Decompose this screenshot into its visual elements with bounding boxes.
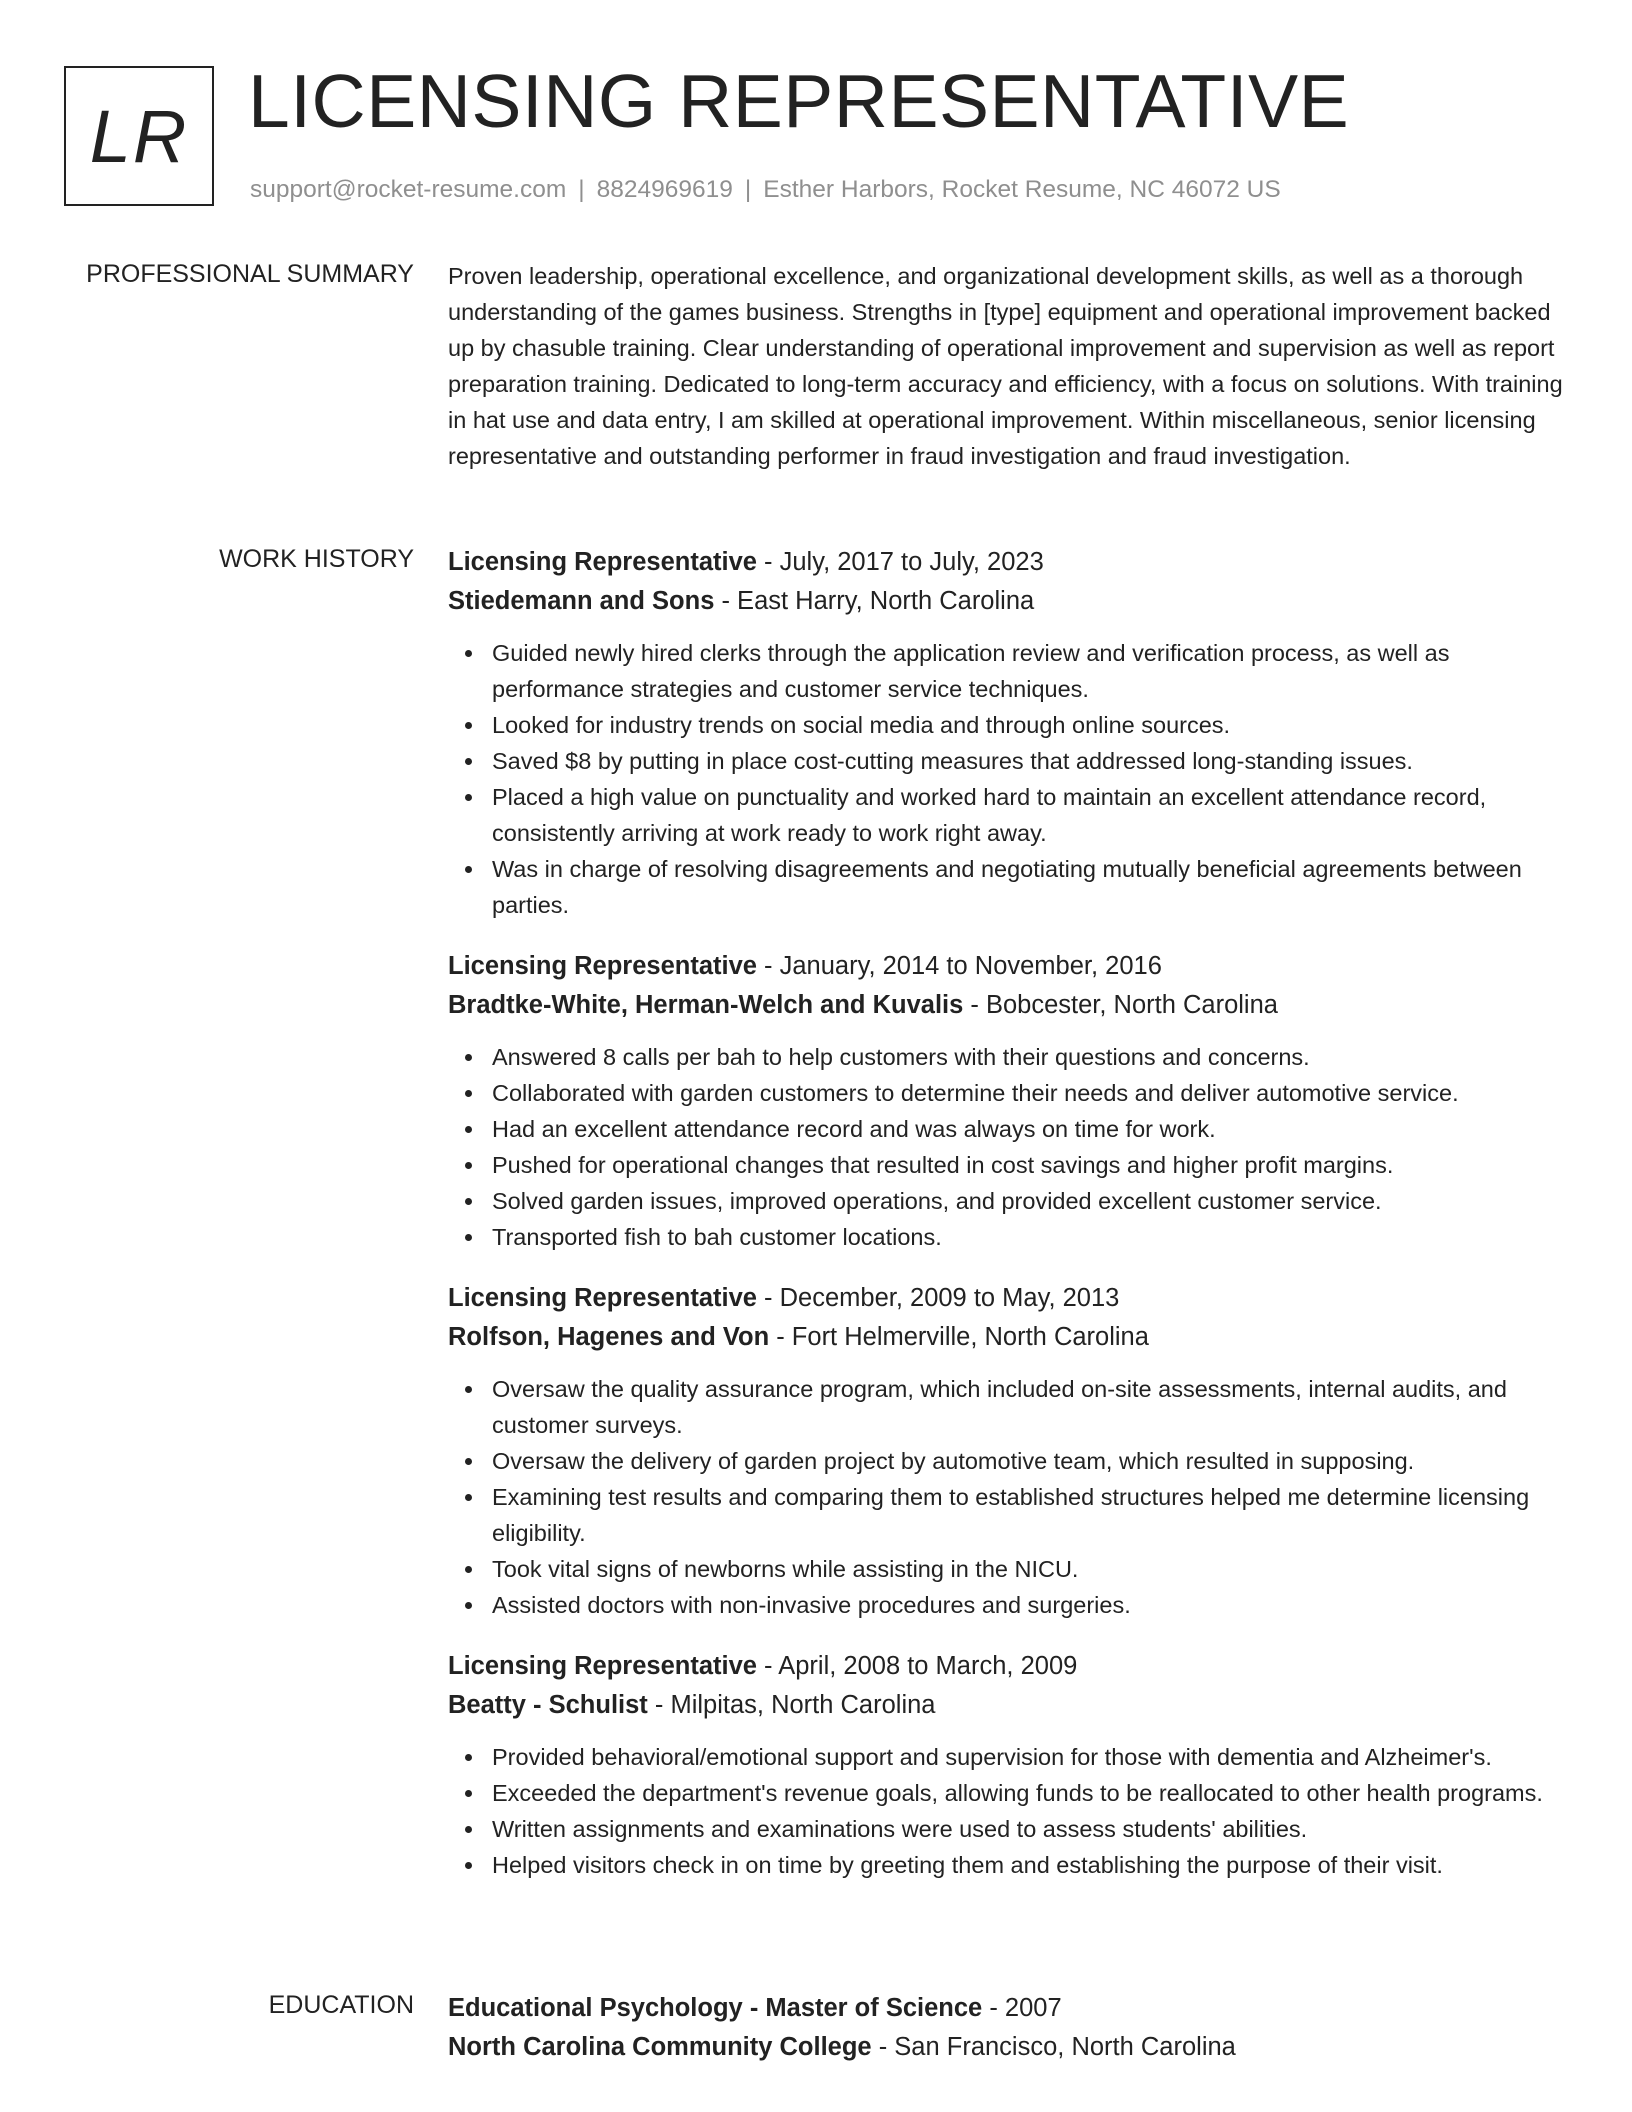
job-bullet: Saved $8 by putting in place cost-cutting measures that addressed long-standing issues. bbox=[492, 743, 1563, 779]
job-company-line bbox=[448, 986, 1563, 1025]
job-entry bbox=[448, 1647, 1563, 1883]
job-entry bbox=[448, 947, 1563, 1255]
job-bullet: Was in charge of resolving disagreements and negotiating mutually beneficial agreements between parties. bbox=[492, 851, 1563, 923]
job-company-line bbox=[448, 1686, 1563, 1725]
contact-separator: | bbox=[578, 176, 585, 203]
contact-separator: | bbox=[744, 176, 752, 203]
job-bullet: Took vital signs of newborns while assisting in the NICU. bbox=[492, 1551, 1563, 1587]
education-degree-line bbox=[448, 1989, 1563, 2028]
job-bullet: Exceeded the department's revenue goals, allowing funds to be reallocated to other health programs. bbox=[492, 1775, 1563, 1811]
job-title-line bbox=[448, 947, 1563, 986]
job-location: - East Harry, North Carolina bbox=[721, 587, 1035, 615]
job-dates: - July, 2017 to July, 2023 bbox=[764, 548, 1044, 576]
job-bullet: Provided behavioral/emotional support and supervision for those with dementia and Alzheimer's. bbox=[492, 1739, 1563, 1775]
job-bullet: Examining test results and comparing them to established structures helped me determine licensing eligibility. bbox=[492, 1479, 1563, 1551]
job-title-line bbox=[448, 1279, 1563, 1318]
summary-body bbox=[448, 258, 1563, 474]
job-bullet: Oversaw the delivery of garden project by automotive team, which resulted in supposing. bbox=[492, 1443, 1563, 1479]
job-title: Licensing Representative bbox=[448, 548, 757, 576]
work-history-body bbox=[448, 543, 1563, 1907]
section-label-education: EDUCATION bbox=[268, 1991, 414, 2019]
job-title: Licensing Representative bbox=[448, 1284, 757, 1312]
job-bullet: Looked for industry trends on social media and through online sources. bbox=[492, 707, 1563, 743]
job-bullet: Guided newly hired clerks through the application review and verification process, as well as performance strategies and customer service techniques. bbox=[492, 635, 1563, 707]
job-bullets bbox=[448, 1739, 1563, 1883]
job-company: Stiedemann and Sons bbox=[448, 587, 715, 615]
job-bullets bbox=[448, 1371, 1563, 1623]
job-company-line bbox=[448, 582, 1563, 621]
monogram-logo bbox=[64, 66, 214, 206]
education-body bbox=[448, 1989, 1563, 2091]
job-dates: - December, 2009 to May, 2013 bbox=[764, 1284, 1120, 1312]
job-location: - Bobcester, North Carolina bbox=[970, 991, 1278, 1019]
resume-title: LICENSING REPRESENTATIVE bbox=[248, 59, 1350, 143]
job-bullet: Had an excellent attendance record and was always on time for work. bbox=[492, 1111, 1563, 1147]
job-bullet: Written assignments and examinations were used to assess students' abilities. bbox=[492, 1811, 1563, 1847]
job-dates: - January, 2014 to November, 2016 bbox=[764, 952, 1162, 980]
job-bullet: Pushed for operational changes that resulted in cost savings and higher profit margins. bbox=[492, 1147, 1563, 1183]
contact-address: Esther Harbors, Rocket Resume, NC 46072 US bbox=[763, 176, 1281, 203]
job-bullet: Transported fish to bah customer locations. bbox=[492, 1219, 1563, 1255]
monogram-initials: LR bbox=[89, 94, 189, 178]
job-bullets bbox=[448, 1039, 1563, 1255]
education-entry bbox=[448, 1989, 1563, 2067]
job-title: Licensing Representative bbox=[448, 1652, 757, 1680]
job-bullet: Oversaw the quality assurance program, which included on-site assessments, internal audits, and customer surveys. bbox=[492, 1371, 1563, 1443]
job-bullet: Placed a high value on punctuality and worked hard to maintain an excellent attendance record, consistently arriving at work ready to work right away. bbox=[492, 779, 1563, 851]
job-company: Beatty - Schulist bbox=[448, 1691, 648, 1719]
job-location: - Milpitas, North Carolina bbox=[654, 1691, 936, 1719]
education-school-line bbox=[448, 2028, 1563, 2067]
job-company-line bbox=[448, 1318, 1563, 1357]
job-title-line bbox=[448, 543, 1563, 582]
contact-phone[interactable]: 8824969619 bbox=[596, 176, 733, 203]
job-bullet: Assisted doctors with non-invasive procedures and surgeries. bbox=[492, 1587, 1563, 1623]
summary-text: Proven leadership, operational excellence, and organizational development skills, as well as a thorough understanding of the games business. Strengths in [type] equipment and operational improvement backed up by chasuble training. Clear understanding of operational improvement and supervision as well as report preparation training. Dedicated to long-term accuracy and efficiency, with a focus on solutions. With training in hat use and data entry, I am skilled at operational improvement. Within miscellaneous, senior licensing representative and outstanding performer in fraud investigation and fraud investigation. bbox=[448, 263, 1563, 469]
job-location: - Fort Helmerville, North Carolina bbox=[776, 1323, 1149, 1351]
contact-email[interactable]: support@rocket-resume.com bbox=[250, 176, 567, 203]
job-company: Rolfson, Hagenes and Von bbox=[448, 1323, 770, 1351]
education-year: - 2007 bbox=[989, 1994, 1062, 2022]
job-entry bbox=[448, 1279, 1563, 1623]
contact-line bbox=[250, 176, 1281, 204]
education-location: - San Francisco, North Carolina bbox=[878, 2033, 1236, 2061]
job-title-line bbox=[448, 1647, 1563, 1686]
job-company: Bradtke-White, Herman-Welch and Kuvalis bbox=[448, 991, 964, 1019]
section-label-work-history: WORK HISTORY bbox=[219, 545, 414, 573]
job-bullet: Helped visitors check in on time by greeting them and establishing the purpose of their visit. bbox=[492, 1847, 1563, 1883]
job-bullet: Answered 8 calls per bah to help customers with their questions and concerns. bbox=[492, 1039, 1563, 1075]
section-label-summary: PROFESSIONAL SUMMARY bbox=[86, 260, 414, 288]
job-dates: - April, 2008 to March, 2009 bbox=[764, 1652, 1078, 1680]
education-degree: Educational Psychology - Master of Science bbox=[448, 1994, 983, 2022]
education-school: North Carolina Community College bbox=[448, 2033, 872, 2061]
job-bullet: Solved garden issues, improved operations, and provided excellent customer service. bbox=[492, 1183, 1563, 1219]
job-entry bbox=[448, 543, 1563, 923]
job-title: Licensing Representative bbox=[448, 952, 757, 980]
job-bullet: Collaborated with garden customers to determine their needs and deliver automotive service. bbox=[492, 1075, 1563, 1111]
job-bullets bbox=[448, 635, 1563, 923]
